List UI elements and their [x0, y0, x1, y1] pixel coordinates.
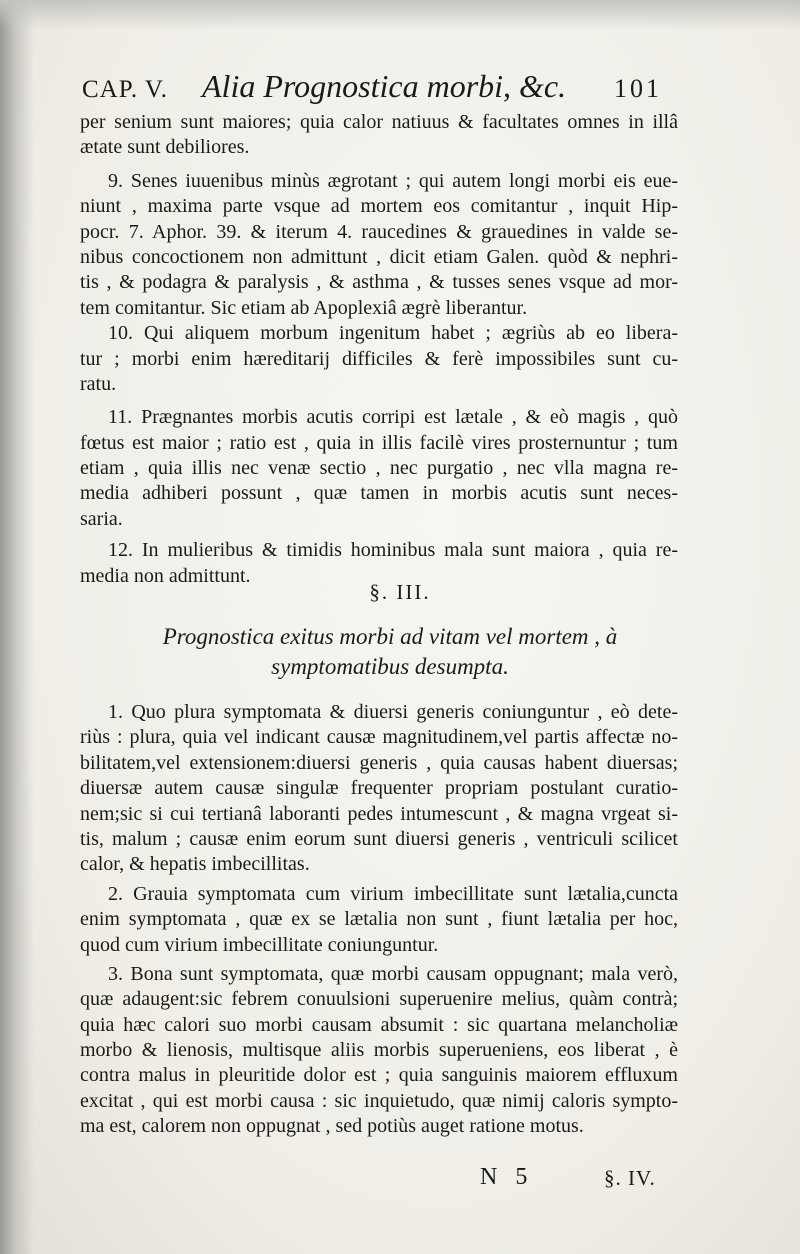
text-line: ratu.: [80, 372, 117, 395]
text-line: quod cum virium imbecillitate coniunguntur.: [80, 933, 439, 956]
page-number: 101: [614, 74, 662, 103]
text-line: nem;sic si cui tertianâ laboranti pedes intumescunt , & magna vrgeat si-: [80, 802, 678, 825]
running-title: Alia Prognostica morbi, &c.: [202, 68, 567, 104]
paragraph-2: [80, 882, 678, 958]
text-line: tis , & podagra & paralysis , & asthma , & tusses senes vsque ad mor-: [80, 271, 678, 294]
top-edge-shadow: [0, 0, 800, 30]
text-line: excitat , qui est morbi causa : sic inquietudo, quæ nimij caloris sympto-: [80, 1089, 678, 1112]
text-line: morbo & lienosis, multisque aliis morbis superueniens, eos liberat , è: [80, 1039, 678, 1062]
paragraph-9: [80, 169, 678, 321]
section-number: §. III.: [369, 580, 431, 604]
paragraph-3: [80, 962, 678, 1140]
text-line: media adhiberi possunt , quæ tamen in morbis acutis sunt neces-: [80, 482, 678, 505]
text-line: 11. Prægnantes morbis acutis corripi est lætale , & eò magis , quò: [108, 406, 678, 429]
text-line: quæ adaugent:sic febrem conuulsioni superuenire melius, quàm contrà;: [80, 988, 678, 1011]
text-line: diuersæ autem causæ singulæ frequenter propriam postulant curatio-: [80, 777, 678, 800]
text-line: niunt , maxima parte vsque ad mortem eos comitantur , inquit Hip-: [80, 195, 678, 218]
text-line: riùs : plura, quia vel indicant causæ magnitudinem,vel partis affectæ no-: [80, 726, 678, 749]
text-line: bilitatem,vel extensionem:diuersi generis , quia causas habent diuersas;: [80, 751, 678, 774]
text-line: 9. Senes iuuenibus minùs ægrotant ; qui autem longi morbi eis eue-: [108, 169, 678, 192]
text-line: 2. Grauia symptomata cum virium imbecillitate sunt lætalia,cuncta: [108, 882, 678, 905]
binding-gutter-shadow: [0, 0, 34, 1254]
text-line: 3. Bona sunt symptomata, quæ morbi causam oppugnant; mala verò,: [108, 962, 678, 985]
catchword: §. IV.: [604, 1166, 656, 1190]
running-head: [82, 68, 662, 112]
text-line: etiam , quia illis nec venæ sectio , nec purgatio , nec vlla magna re-: [80, 457, 678, 480]
signature-mark: N 5: [480, 1164, 534, 1190]
text-line: per senium sunt maiores; quia calor natiuus & facultates omnes in illâ: [80, 111, 678, 133]
text-line: nibus concoctionem non admittunt , dicit etiam Galen. quòd & nephri-: [80, 245, 678, 268]
text-line: contra malus in pleuritide dolor est ; quia sanguinis maiorem effluxum: [80, 1064, 678, 1087]
text-line: 10. Qui aliquem morbum ingenitum habet ; ægriùs ab eo libera-: [108, 322, 678, 345]
text-block-top: [80, 110, 678, 589]
text-block-bottom: [80, 700, 678, 1140]
paragraph-10: [80, 321, 678, 397]
section-title-line: symptomatibus desumpta.: [271, 654, 509, 679]
paragraph-11: [80, 405, 678, 532]
section-title: [80, 622, 700, 682]
text-line: saria.: [80, 507, 123, 530]
text-line: calor, & hepatis imbecillitas.: [80, 853, 310, 876]
text-line: tis, malum ; causæ enim eorum sunt diuersi generis , ventriculi scilicet: [80, 827, 678, 850]
text-line: enim symptomata , quæ ex se lætalia non sunt , fiunt lætalia per hoc,: [80, 908, 678, 931]
text-line: 12. In mulieribus & timidis hominibus mala sunt maiora , quia re-: [108, 539, 678, 562]
text-line: 1. Quo plura symptomata & diuersi generis coniunguntur , eò dete-: [108, 701, 678, 723]
text-line: tem comitantur. Sic etiam ab Apoplexiâ ægrè liberantur.: [80, 296, 528, 319]
text-line: media non admittunt.: [80, 564, 251, 587]
paragraph-1: [80, 700, 678, 878]
paragraph-continuation: [80, 110, 678, 161]
chapter-label: CAP. V.: [82, 76, 168, 103]
section-title-line: Prognostica exitus morbi ad vitam vel mortem , à: [162, 624, 618, 649]
text-line: pocr. 7. Aphor. 39. & iterum 4. raucedines & grauedines in valde se-: [80, 220, 678, 243]
text-line: ma est, calorem non oppugnat , sed potiùs auget ratione motus.: [80, 1115, 584, 1138]
text-line: fœtus est maior ; ratio est , quia in illis facilè vires prosternuntur ; tum: [80, 431, 678, 454]
text-line: tur ; morbi enim hæreditarij difficiles & ferè impossibiles sunt cu-: [80, 347, 678, 370]
text-line: quia hæc calori suo morbi causam absumit : sic quartana melancholiæ: [80, 1013, 678, 1036]
text-line: ætate sunt debiliores.: [80, 136, 250, 159]
